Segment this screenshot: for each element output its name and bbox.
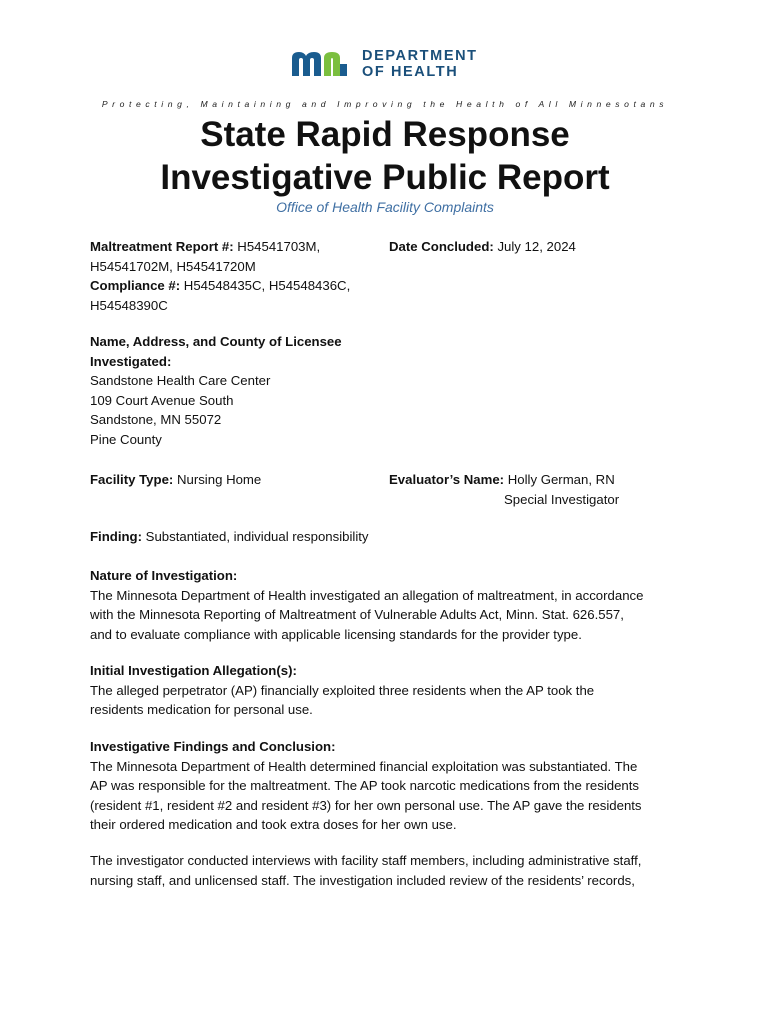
evaluator-name: Holly German, RN	[504, 472, 615, 487]
compliance-value-2: H54548390C	[90, 297, 168, 313]
report-numbers	[90, 237, 380, 315]
nature-line: and to evaluate compliance with applicable licensing standards for the provider type.	[90, 626, 582, 642]
findings-line: AP was responsible for the maltreatment. The AP took narcotic medications from the residents	[90, 778, 640, 793]
interviews-line: The investigator conducted interviews with facility staff members, including administrative staff,	[90, 853, 642, 868]
date-concluded-label: Date Concluded:	[389, 239, 494, 254]
compliance-label: Compliance #:	[90, 278, 181, 293]
findings-line: their ordered medication and took extra doses for her own use.	[90, 817, 457, 832]
mn-logo-icon	[290, 50, 356, 78]
evaluator-label: Evaluator’s Name:	[389, 472, 505, 487]
licensee-label-1: Name, Address, and County of Licensee	[90, 334, 342, 349]
date-concluded	[389, 237, 689, 257]
licensee-label-2: Investigated:	[90, 353, 172, 369]
nature-line: The Minnesota Department of Health investigated an allegation of maltreatment, in accordance	[90, 587, 644, 603]
findings-line: The Minnesota Department of Health determined financial exploitation was substantiated. The	[90, 758, 638, 774]
licensee-block	[90, 332, 410, 449]
licensee-street: 109 Court Avenue South	[90, 392, 234, 408]
compliance-value-1: H54548435C, H54548436C,	[180, 278, 351, 293]
facility-type-value: Nursing Home	[173, 472, 262, 487]
finding	[90, 527, 690, 547]
title-line-1: State Rapid Response	[200, 115, 570, 154]
nature-section	[90, 566, 690, 644]
allegation-line: The alleged perpetrator (AP) financially exploited three residents when the AP took the	[90, 682, 595, 698]
finding-label: Finding:	[90, 529, 142, 544]
allegation-line: residents medication for personal use.	[90, 702, 313, 717]
maltreatment-value-2: H54541702M, H54541720M	[90, 258, 256, 274]
interviews-line: nursing staff, and unlicensed staff. The investigation included review of the residents’ records,	[90, 872, 635, 888]
licensee-name: Sandstone Health Care Center	[90, 373, 271, 388]
findings-section	[90, 737, 690, 835]
licensee-county: Pine County	[90, 431, 162, 447]
mdh-logo	[290, 48, 490, 80]
nature-line: with the Minnesota Reporting of Maltreatment of Vulnerable Adults Act, Minn. Stat. 626.557,	[90, 607, 624, 622]
finding-value: Substantiated, individual responsibility	[142, 529, 369, 544]
maltreatment-value-1: H54541703M,	[233, 239, 321, 254]
logo-line-department: DEPARTMENT	[362, 48, 478, 64]
title-line-2: Investigative Public Report	[160, 158, 610, 197]
facility-type-label: Facility Type:	[90, 472, 174, 487]
interviews-section	[90, 851, 690, 890]
allegation-section	[90, 661, 690, 720]
findings-line: (resident #1, resident #2 and resident #3) for her own personal use. The AP gave the residents	[90, 797, 642, 813]
evaluator-block	[389, 470, 689, 509]
allegation-heading: Initial Investigation Allegation(s):	[90, 663, 297, 678]
facility-type	[90, 470, 380, 490]
licensee-city: Sandstone, MN 55072	[90, 412, 222, 427]
evaluator-title: Special Investigator	[504, 491, 620, 507]
logo-line-of-health: OF HEALTH	[362, 64, 459, 80]
report-title	[0, 113, 770, 199]
maltreatment-label: Maltreatment Report #:	[90, 239, 234, 254]
nature-heading: Nature of Investigation:	[90, 568, 238, 583]
tagline: Protecting, Maintaining and Improving the Health of All Minnesotans	[101, 99, 669, 109]
findings-heading: Investigative Findings and Conclusion:	[90, 739, 336, 754]
report-subtitle: Office of Health Facility Complaints	[276, 199, 494, 215]
date-concluded-value: July 12, 2024	[493, 239, 576, 254]
